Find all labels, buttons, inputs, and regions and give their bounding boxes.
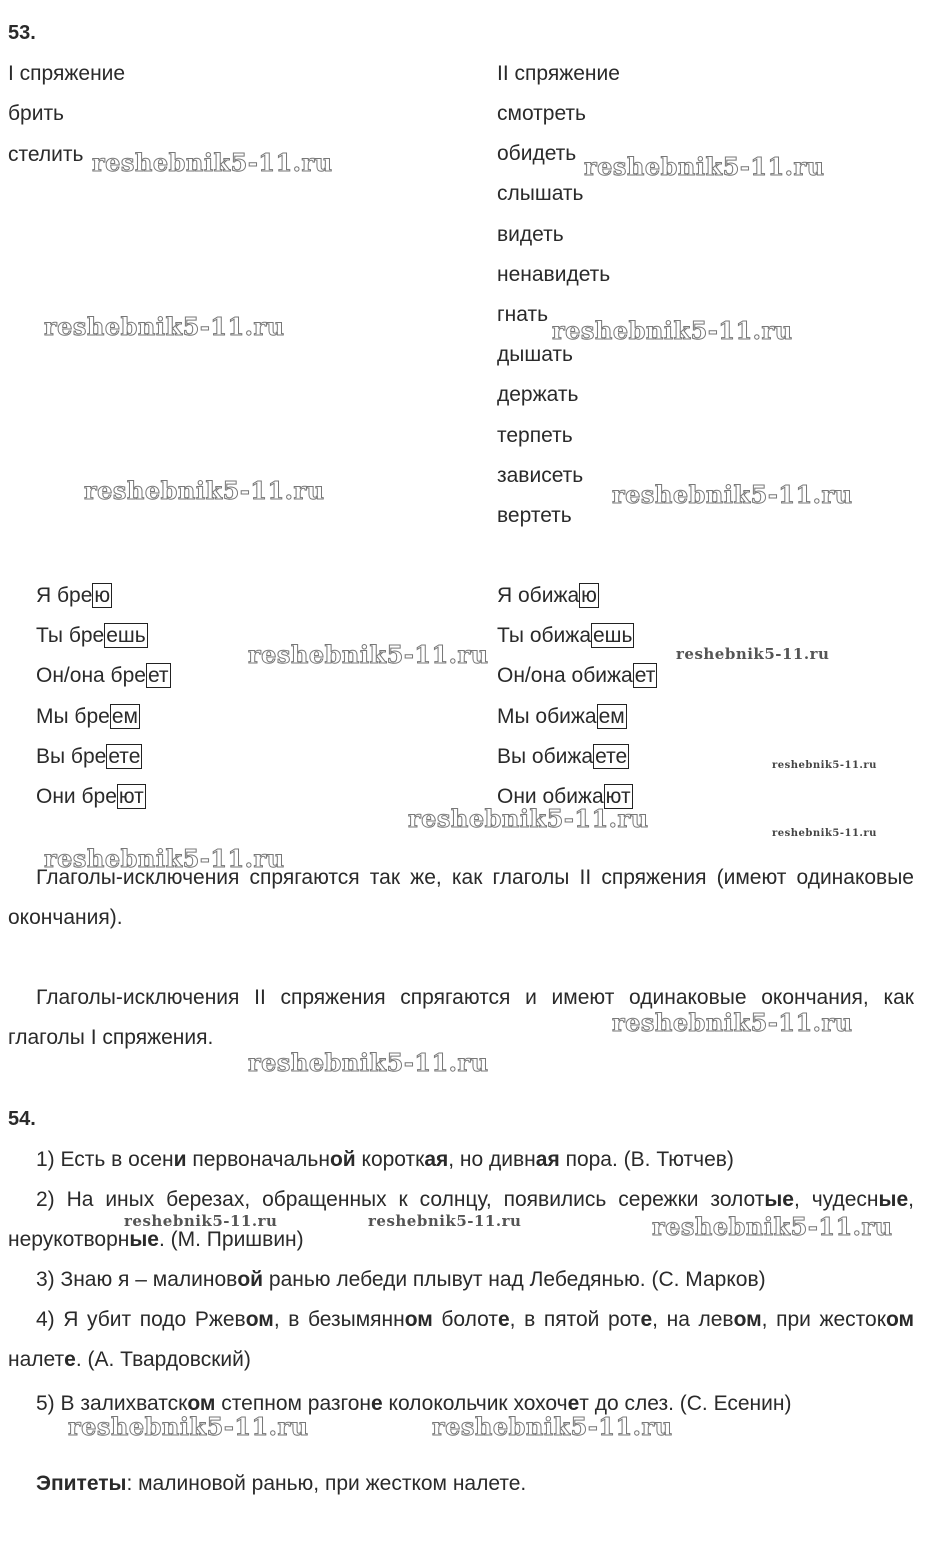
sentence-text: , в безымянн <box>273 1308 405 1331</box>
bold-ending: ые <box>129 1228 159 1251</box>
bold-ending: е <box>371 1392 383 1415</box>
bold-ending: ые <box>878 1188 909 1211</box>
conjugation-row <box>497 584 599 608</box>
sentence-text: , но дивн <box>448 1148 536 1171</box>
sentence-text: коротк <box>355 1148 425 1171</box>
sentence <box>8 1140 914 1180</box>
watermark: reshebnik5-11.ru <box>772 760 877 771</box>
watermark: reshebnik5-11.ru <box>248 1048 489 1077</box>
word-stem: Вы бре <box>36 744 107 768</box>
word-stem: Он/она бре <box>36 664 146 688</box>
verb-item: слышать <box>497 182 584 206</box>
word-ending-boxed: ем <box>598 704 625 728</box>
bold-ending: ом <box>733 1308 762 1331</box>
verb-item: видеть <box>497 222 564 246</box>
verb-item: ненавидеть <box>497 262 611 286</box>
verb-item: держать <box>497 383 579 407</box>
sentence-text: 2) На иных березах, обращенных к солнцу, появились сережки золот <box>36 1188 765 1211</box>
conjugation-row <box>36 624 148 648</box>
watermark: reshebnik5-11.ru <box>432 1412 673 1441</box>
conjugation-row <box>36 785 146 809</box>
sentence-text: пора. (В. Тютчев) <box>559 1148 734 1171</box>
bold-ending: ом <box>404 1308 433 1331</box>
word-ending-boxed: ете <box>108 744 141 768</box>
watermark: reshebnik5-11.ru <box>612 480 853 509</box>
verb-item: брить <box>8 102 64 125</box>
bold-ending: ом <box>885 1308 915 1331</box>
word-ending-boxed: ю <box>581 584 597 607</box>
bold-ending: ом <box>245 1308 274 1331</box>
watermark: reshebnik5-11.ru <box>368 1212 522 1230</box>
sentence-text: . (А. Твардовский) <box>75 1348 251 1371</box>
verb-item: смотреть <box>497 102 586 125</box>
word-ending-boxed: ешь <box>106 624 146 648</box>
watermark: reshebnik5-11.ru <box>44 312 285 341</box>
sentence-text: 5) В залихватск <box>36 1392 188 1415</box>
watermark: reshebnik5-11.ru <box>44 844 285 873</box>
sentence-text: , нерукотворн <box>8 1188 914 1251</box>
bold-ending: ой <box>237 1268 264 1291</box>
sentence-text: , чудесн <box>794 1188 879 1211</box>
verb-item: зависеть <box>497 463 584 487</box>
word-stem: Он/она обижа <box>497 664 633 688</box>
bold-ending: е <box>640 1308 653 1331</box>
watermark: reshebnik5-11.ru <box>552 316 793 345</box>
word-stem: Вы обижа <box>497 744 594 768</box>
bold-ending: ые <box>764 1188 794 1211</box>
sentence-text: , при жесток <box>761 1308 886 1331</box>
verb-item: обидеть <box>497 142 577 166</box>
paragraph-exceptions-2: Глаголы-исключения II спряжения спрягаются и имеют одинаковые окончания, как глаголы I спряжения. <box>8 986 914 1049</box>
paragraph-exceptions-1: Глаголы-исключения спрягаются так же, как глаголы II спряжения (имеют одинаковые окончания). <box>8 866 914 929</box>
verb-item: вертеть <box>497 504 572 527</box>
conjugation-row <box>497 664 657 688</box>
bold-ending: е <box>497 1308 510 1331</box>
bold-ending: ом <box>187 1392 216 1415</box>
watermark: reshebnik5-11.ru <box>772 828 877 839</box>
conjugation-1-title: I спряжение <box>8 62 126 85</box>
sentence-text: 3) Знаю я – малинов <box>36 1268 238 1291</box>
conjugation-row <box>36 584 112 608</box>
watermark: reshebnik5-11.ru <box>92 148 333 177</box>
conjugation-row <box>36 664 171 688</box>
word-ending-boxed: ют <box>605 785 631 808</box>
sentence-text: , в пятой рот <box>509 1308 641 1331</box>
sentence-text: 4) Я убит подо Ржев <box>36 1308 246 1331</box>
exercise-54-number: 54. <box>8 1108 36 1130</box>
sentence-text: 1) Есть в осен <box>36 1148 174 1171</box>
epithets-label: Эпитеты <box>36 1472 127 1495</box>
sentence-text: т до слез. (С. Есенин) <box>579 1392 792 1415</box>
sentence-text: , на лев <box>652 1308 734 1331</box>
watermark: reshebnik5-11.ru <box>84 476 325 505</box>
word-ending-boxed: ет <box>634 664 656 688</box>
epithets-text: : малиновой ранью, при жестком налете. <box>126 1472 527 1495</box>
word-ending-boxed: ет <box>147 664 169 688</box>
bold-ending: е <box>64 1348 76 1371</box>
sentence-text: болот <box>432 1308 498 1331</box>
bold-ending: ой <box>329 1148 356 1171</box>
conjugation-row <box>497 745 629 769</box>
watermark: reshebnik5-11.ru <box>584 152 825 181</box>
sentence-text: ранью лебеди плывут над Лебедянью. (С. Марков) <box>263 1268 766 1291</box>
watermark: reshebnik5-11.ru <box>652 1212 893 1241</box>
verb-item: гнать <box>497 303 549 326</box>
watermark: reshebnik5-11.ru <box>68 1412 309 1441</box>
sentence-text: степном разгон <box>215 1392 371 1415</box>
word-stem: Мы бре <box>36 704 110 728</box>
word-ending-boxed: ют <box>118 785 144 808</box>
word-stem: Ты обижа <box>497 624 591 648</box>
bold-ending: и <box>173 1148 187 1171</box>
sentence-text: налет <box>8 1348 65 1371</box>
word-stem: Ты бре <box>36 624 105 648</box>
verb-item: терпеть <box>497 423 573 447</box>
word-stem: Я бре <box>36 584 93 607</box>
conjugation-row <box>497 624 634 648</box>
watermark: reshebnik5-11.ru <box>248 640 489 669</box>
conjugation-row <box>36 705 140 729</box>
verb-item: дышать <box>497 343 573 367</box>
conjugation-row <box>497 705 627 729</box>
sentence <box>8 1260 914 1300</box>
watermark: reshebnik5-11.ru <box>676 645 830 663</box>
conjugation-2-title: II спряжение <box>497 62 620 85</box>
bold-ending: ая <box>424 1148 449 1171</box>
bold-ending: ая <box>535 1148 560 1171</box>
watermark: reshebnik5-11.ru <box>408 804 649 833</box>
exercise-53-number: 53. <box>8 22 36 44</box>
bold-ending: е <box>567 1392 580 1415</box>
verb-item: стелить <box>8 143 84 166</box>
epithets-line <box>36 1472 526 1496</box>
sentence-text: колокольчик хохоч <box>382 1392 568 1415</box>
word-ending-boxed: ешь <box>593 624 633 648</box>
watermark: reshebnik5-11.ru <box>124 1212 278 1230</box>
conjugation-row <box>36 745 142 769</box>
word-stem: Они бре <box>36 785 117 808</box>
sentence-text: . (М. Пришвин) <box>158 1228 304 1251</box>
word-ending-boxed: ю <box>94 584 111 607</box>
word-stem: Я обижа <box>497 584 580 607</box>
word-ending-boxed: ем <box>111 704 138 728</box>
sentence-text: первоначальн <box>186 1148 330 1171</box>
word-stem: Мы обижа <box>497 704 597 728</box>
word-stem: Они обижа <box>497 785 604 808</box>
word-ending-boxed: ете <box>595 744 628 768</box>
sentence <box>8 1300 914 1380</box>
watermark: reshebnik5-11.ru <box>612 1008 853 1037</box>
